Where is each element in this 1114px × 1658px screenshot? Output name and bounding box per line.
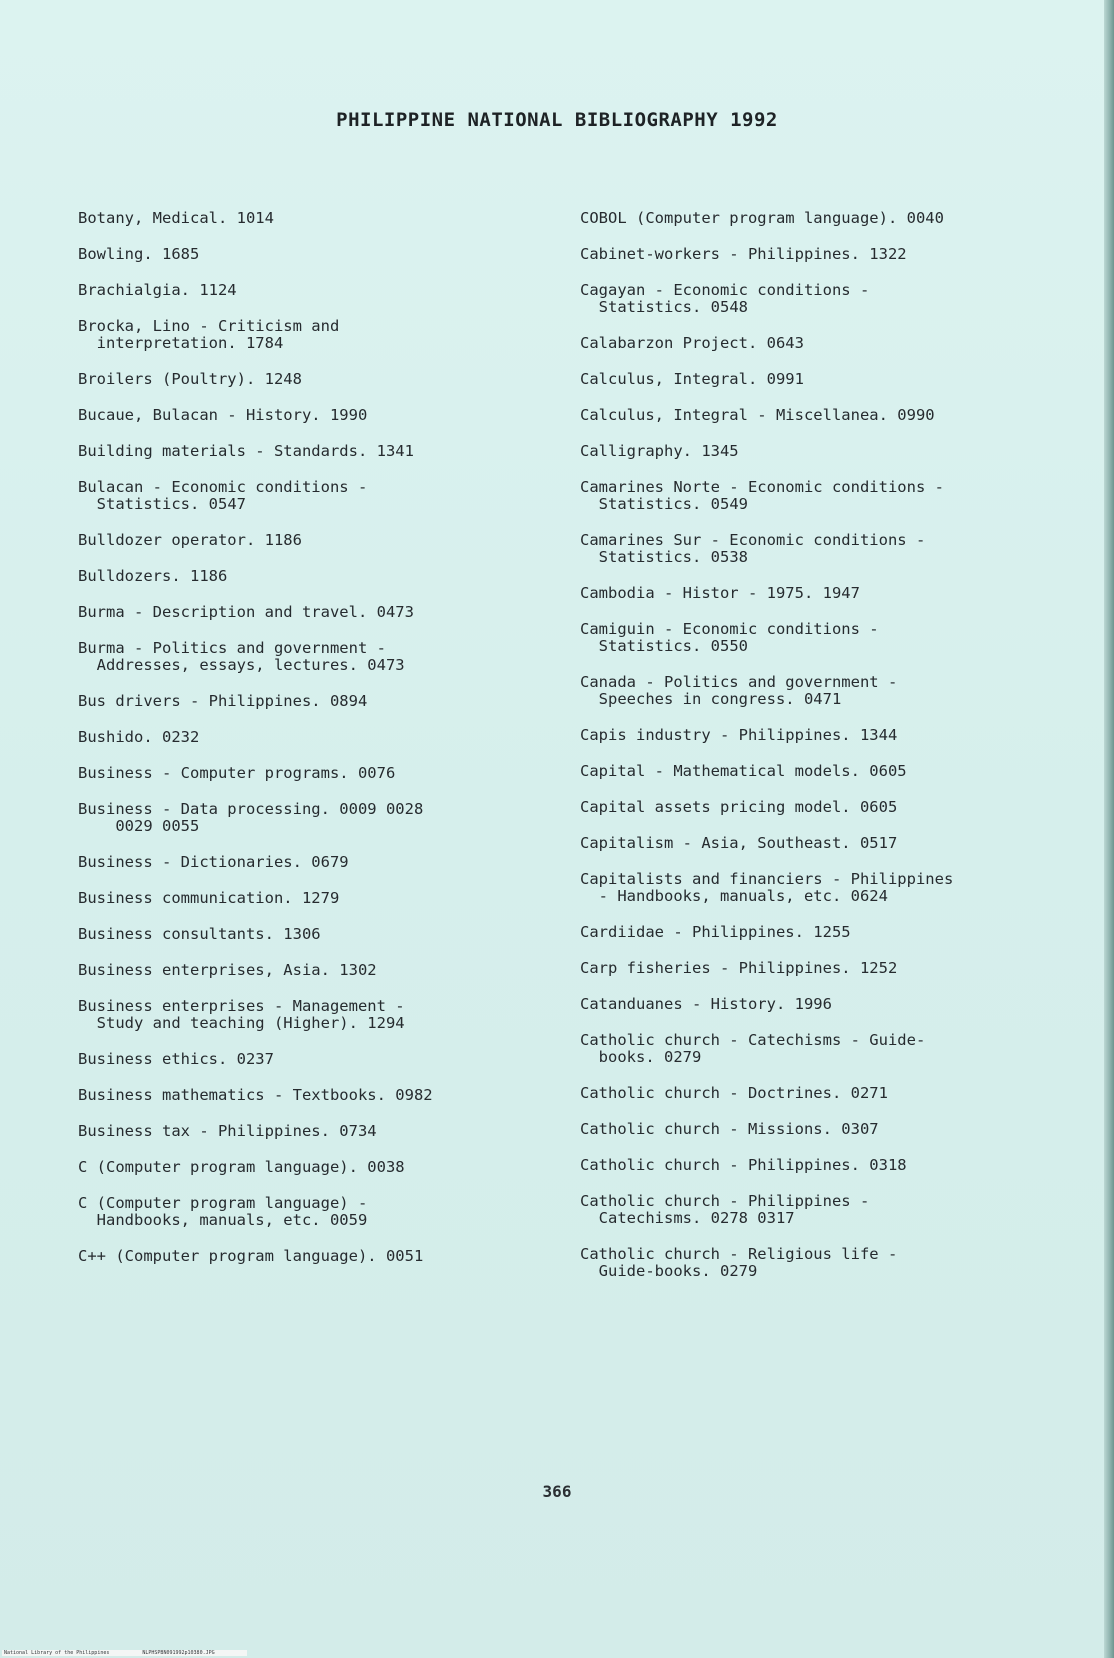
index-entry: [78, 246, 548, 263]
index-entry-text: Catanduanes - History. 1996: [580, 995, 832, 1013]
index-entry: [78, 1159, 548, 1176]
page-title: PHILIPPINE NATIONAL BIBLIOGRAPHY 1992: [336, 108, 778, 131]
index-entry-text: COBOL (Computer program language). 0040: [580, 209, 944, 227]
index-entry: [580, 799, 1060, 816]
index-entry: [580, 443, 1060, 460]
index-entry: [580, 1032, 1060, 1066]
index-entry: [580, 585, 1060, 602]
scan-footer: [2, 1650, 247, 1656]
index-entry-text: Calculus, Integral - Miscellanea. 0990: [580, 406, 935, 424]
index-entry-text: C (Computer program language). 0038: [78, 1158, 405, 1176]
index-entry-text: Business tax - Philippines. 0734: [78, 1122, 377, 1140]
index-entry: [580, 763, 1060, 780]
index-entry: [580, 407, 1060, 424]
index-entry-text: Bucaue, Bulacan - History. 1990: [78, 406, 368, 424]
index-entry-text: Bulacan - Economic conditions - Statistics. 0547: [78, 478, 368, 513]
index-entry-text: Brocka, Lino - Criticism and interpretation. 1784: [78, 317, 340, 352]
index-entry: [78, 318, 548, 352]
index-entry-text: Bowling. 1685: [78, 245, 200, 263]
index-entry: [78, 1051, 548, 1068]
footer-library: National Library of the Philippines: [4, 1650, 110, 1656]
index-entry: [78, 371, 548, 388]
index-entry: [78, 1123, 548, 1140]
index-entry-text: Calabarzon Project. 0643: [580, 334, 804, 352]
index-entry: [78, 479, 548, 513]
index-entry: [78, 443, 548, 460]
index-entry: [580, 1193, 1060, 1227]
index-entry: [78, 532, 548, 549]
index-entry: [78, 801, 548, 835]
index-entry-text: Business enterprises - Management - Study and teaching (Higher). 1294: [78, 997, 405, 1032]
index-entry: [580, 1157, 1060, 1174]
index-entry: [78, 640, 548, 674]
index-entry-text: Bushido. 0232: [78, 728, 200, 746]
left-column-index: [78, 210, 548, 1284]
index-entry-text: C++ (Computer program language). 0051: [78, 1247, 424, 1265]
index-entry-text: Cambodia - Histor - 1975. 1947: [580, 584, 860, 602]
index-entry: [580, 674, 1060, 708]
index-entry: [580, 871, 1060, 905]
index-entry-text: Brachialgia. 1124: [78, 281, 237, 299]
index-entry-text: Capital assets pricing model. 0605: [580, 798, 898, 816]
index-entry-text: Carp fisheries - Philippines. 1252: [580, 959, 898, 977]
index-entry-text: Cagayan - Economic conditions - Statistics. 0548: [580, 281, 870, 316]
index-entry: [78, 282, 548, 299]
index-entry: [580, 371, 1060, 388]
index-entry: [78, 998, 548, 1032]
index-entry: [580, 621, 1060, 655]
index-entry: [78, 729, 548, 746]
index-entry: [580, 335, 1060, 352]
index-entry-text: Cabinet-workers - Philippines. 1322: [580, 245, 907, 263]
index-entry: [78, 1195, 548, 1229]
page-number: 366: [542, 1482, 572, 1501]
index-entry-text: Business - Dictionaries. 0679: [78, 853, 349, 871]
index-entry-text: Camarines Norte - Economic conditions - Statistics. 0549: [580, 478, 944, 513]
index-entry: [580, 1085, 1060, 1102]
index-entry: [580, 727, 1060, 744]
page-edge-shadow: [1104, 0, 1114, 1658]
footer-filename: NLPHSPBN091992p10380.JPG: [142, 1650, 215, 1656]
index-entry-text: Burma - Description and travel. 0473: [78, 603, 414, 621]
index-entry: [78, 854, 548, 871]
index-entry-text: Bulldozers. 1186: [78, 567, 228, 585]
index-entry: [580, 532, 1060, 566]
index-entry: [580, 479, 1060, 513]
index-entry-text: Canada - Politics and government - Speeches in congress. 0471: [580, 673, 898, 708]
index-entry: [580, 960, 1060, 977]
index-entry: [78, 693, 548, 710]
index-entry: [580, 210, 1060, 227]
index-entry-text: Business communication. 1279: [78, 889, 340, 907]
index-entry-text: Business ethics. 0237: [78, 1050, 274, 1068]
index-entry: [580, 1246, 1060, 1280]
index-entry: [78, 604, 548, 621]
index-entry-text: Capitalists and financiers - Philippines - Handbooks, manuals, etc. 0624: [580, 870, 954, 905]
index-entry-text: Catholic church - Doctrines. 0271: [580, 1084, 888, 1102]
index-entry: [78, 890, 548, 907]
index-entry-text: Business - Computer programs. 0076: [78, 764, 396, 782]
index-entry-text: Business consultants. 1306: [78, 925, 321, 943]
index-entry-text: Business mathematics - Textbooks. 0982: [78, 1086, 433, 1104]
index-entry-text: Capital - Mathematical models. 0605: [580, 762, 907, 780]
index-entry: [580, 996, 1060, 1013]
index-entry-text: Botany, Medical. 1014: [78, 209, 274, 227]
index-entry-text: Catholic church - Missions. 0307: [580, 1120, 879, 1138]
index-entry: [580, 246, 1060, 263]
index-entry-text: Catholic church - Philippines. 0318: [580, 1156, 907, 1174]
index-entry-text: Bus drivers - Philippines. 0894: [78, 692, 368, 710]
index-entry-text: C (Computer program language) - Handbooks, manuals, etc. 0059: [78, 1194, 368, 1229]
index-entry-text: Business - Data processing. 0009 0028 0029 0055: [78, 800, 424, 835]
index-entry: [78, 568, 548, 585]
index-entry: [580, 835, 1060, 852]
index-entry: [78, 926, 548, 943]
index-entry-text: Burma - Politics and government - Addresses, essays, lectures. 0473: [78, 639, 405, 674]
index-entry-text: Capitalism - Asia, Southeast. 0517: [580, 834, 898, 852]
index-entry-text: Broilers (Poultry). 1248: [78, 370, 302, 388]
index-entry-text: Catholic church - Philippines - Catechisms. 0278 0317: [580, 1192, 870, 1227]
index-entry: [78, 1248, 548, 1265]
index-entry-text: Building materials - Standards. 1341: [78, 442, 414, 460]
index-entry: [78, 1087, 548, 1104]
index-entry-text: Cardiidae - Philippines. 1255: [580, 923, 851, 941]
index-entry-text: Business enterprises, Asia. 1302: [78, 961, 377, 979]
index-entry: [580, 282, 1060, 316]
index-entry: [580, 924, 1060, 941]
index-entry-text: Catholic church - Catechisms - Guide- books. 0279: [580, 1031, 926, 1066]
index-entry: [78, 210, 548, 227]
index-entry-text: Bulldozer operator. 1186: [78, 531, 302, 549]
right-column-index: [580, 210, 1060, 1299]
index-entry-text: Calculus, Integral. 0991: [580, 370, 804, 388]
index-entry-text: Catholic church - Religious life - Guide-books. 0279: [580, 1245, 898, 1280]
index-entry: [580, 1121, 1060, 1138]
index-entry-text: Camarines Sur - Economic conditions - Statistics. 0538: [580, 531, 926, 566]
index-entry-text: Calligraphy. 1345: [580, 442, 739, 460]
index-entry: [78, 765, 548, 782]
index-entry: [78, 962, 548, 979]
index-entry-text: Capis industry - Philippines. 1344: [580, 726, 898, 744]
index-entry-text: Camiguin - Economic conditions - Statistics. 0550: [580, 620, 879, 655]
index-entry: [78, 407, 548, 424]
